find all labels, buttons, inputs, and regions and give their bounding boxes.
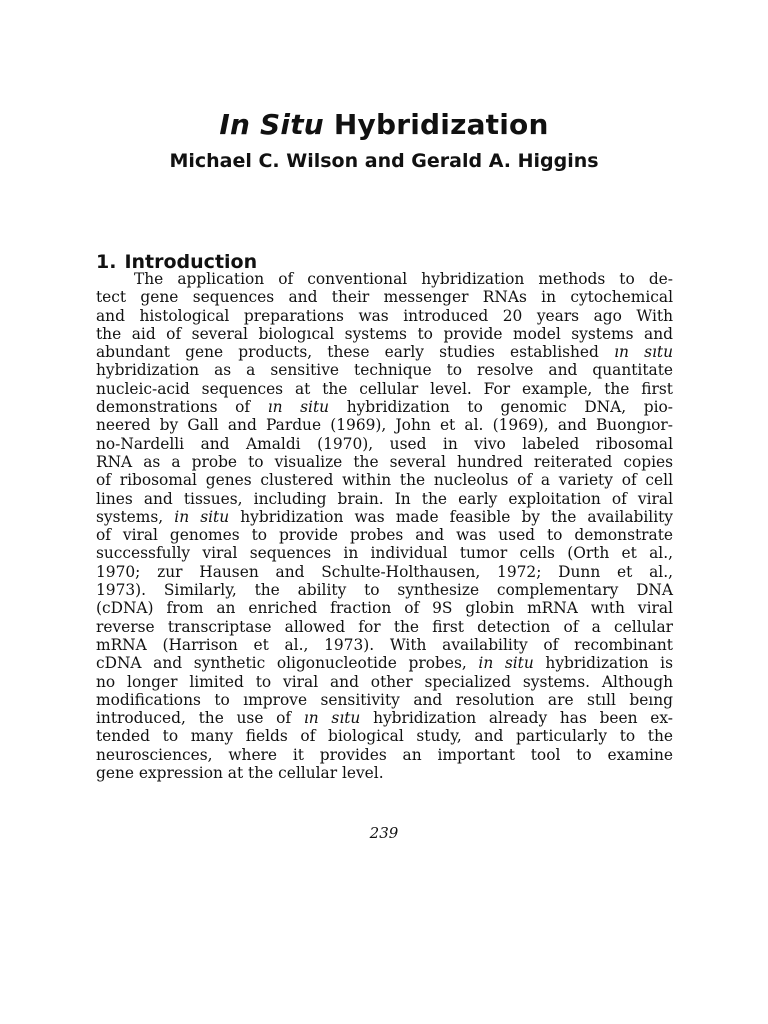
text-run: tect gene sequences and their messenger RNAs in cytochemical (96, 288, 673, 307)
paragraph-line (96, 563, 673, 581)
text-run: systems, (96, 507, 175, 526)
italic-term: in situ (478, 654, 534, 673)
paragraph-line (96, 270, 673, 288)
section-number: 1. (96, 250, 117, 273)
paragraph-line (96, 526, 673, 544)
paragraph-line (96, 691, 673, 709)
paragraph-line (96, 361, 673, 379)
text-run: cDNA and synthetic oligonucleotide probes, (96, 654, 479, 673)
text-run: hybridization was made feasible by the availability (229, 507, 673, 526)
introduction-paragraph (96, 270, 673, 782)
italic-term: ın sıtu (303, 709, 361, 728)
text-run: hybridization as a sensitive technique to resolve and quantitate (96, 361, 673, 380)
paragraph-line (96, 544, 673, 562)
page-number: 239 (369, 824, 399, 842)
paragraph-line (96, 508, 673, 526)
paragraph-line (96, 398, 673, 416)
paragraph-line (96, 709, 673, 727)
text-run: hybridization to genomic DNA, pio- (329, 398, 674, 417)
text-run: The application of conventional hybridization methods to de- (134, 270, 673, 288)
text-run: 1970; zur Hausen and Schulte-Holthausen, 1972; Dunn et al., (96, 562, 673, 581)
text-run: hybridization is (533, 654, 673, 673)
text-run: neurosciences, where it provides an important tool to examine (96, 745, 673, 764)
paragraph-line (96, 654, 673, 672)
italic-term: in situ (174, 507, 230, 526)
paragraph-line (96, 435, 673, 453)
section-title: Introduction (124, 250, 258, 273)
text-run: the aid of several biologıcal systems to provide model systems and (96, 324, 673, 343)
text-run: no-Nardelli and Amaldi (1970), used in vivo labeled ribosomal (96, 434, 673, 453)
text-run: modifications to ımprove sensitivity and resolution are stıll beıng (96, 690, 673, 709)
text-run: and histological preparations was introduced 20 years ago With (96, 306, 673, 325)
text-run: of viral genomes to provide probes and was used to demonstrate (96, 526, 673, 545)
chapter-title (0, 105, 768, 145)
paragraph-line (96, 453, 673, 471)
paragraph-line (96, 325, 673, 343)
text-run: lines and tissues, including brain. In the early exploitation of viral (96, 489, 673, 508)
paragraph-line (96, 727, 673, 745)
text-run: nucleic-acid sequences at the cellular level. For example, the first (96, 379, 673, 398)
text-run: mRNA (Harrison et al., 1973). With availability of recombinant (96, 635, 673, 654)
text-run: successfully viral sequences in individual tumor cells (Orth et al., (96, 544, 673, 563)
text-run: reverse transcriptase allowed for the first detection of a cellular (96, 617, 673, 636)
text-run: demonstrations of (96, 398, 268, 417)
text-run: gene expression at the cellular level. (96, 764, 384, 783)
paragraph-line (96, 764, 673, 782)
paragraph-line (96, 288, 673, 306)
paragraph-line (96, 673, 673, 691)
italic-term: ın situ (267, 398, 330, 417)
paragraph-line (96, 380, 673, 398)
text-run: hybridization already has been ex- (360, 709, 673, 728)
text-run: tended to many fields of biological study, and particularly to the (96, 727, 673, 746)
paragraph-line (96, 618, 673, 636)
chapter-authors: Michael C. Wilson and Gerald A. Higgins (169, 150, 599, 172)
italic-term: ın sıtu (614, 343, 673, 362)
text-run: abundant gene products, these early studies established (96, 343, 615, 362)
text-run: introduced, the use of (96, 709, 304, 728)
paragraph-line (96, 416, 673, 434)
text-run: 1973). Similarly, the ability to synthesize complementary DNA (96, 581, 673, 600)
text-run: neered by Gall and Pardue (1969), John et al. (1969), and Buongıor- (96, 416, 673, 435)
chapter-title-rest: Hybridization (333, 107, 549, 141)
paragraph-line (96, 471, 673, 489)
paragraph-line (96, 490, 673, 508)
chapter-title-italic: In Situ (219, 107, 324, 141)
text-run: (cDNA) from an enriched fraction of 9S globin mRNA wıth viral (96, 599, 673, 618)
paragraph-line (96, 746, 673, 764)
paragraph-line (96, 599, 673, 617)
text-run: RNA as a probe to visualize the several hundred reiterated copies (96, 452, 673, 471)
paragraph-line (96, 307, 673, 325)
paragraph-line (96, 636, 673, 654)
text-run: of ribosomal genes clustered within the nucleolus of a variety of cell (96, 471, 673, 490)
paragraph-line (96, 581, 673, 599)
paragraph-line (96, 343, 673, 361)
text-run: no longer limited to viral and other specialized systems. Although (96, 672, 673, 691)
